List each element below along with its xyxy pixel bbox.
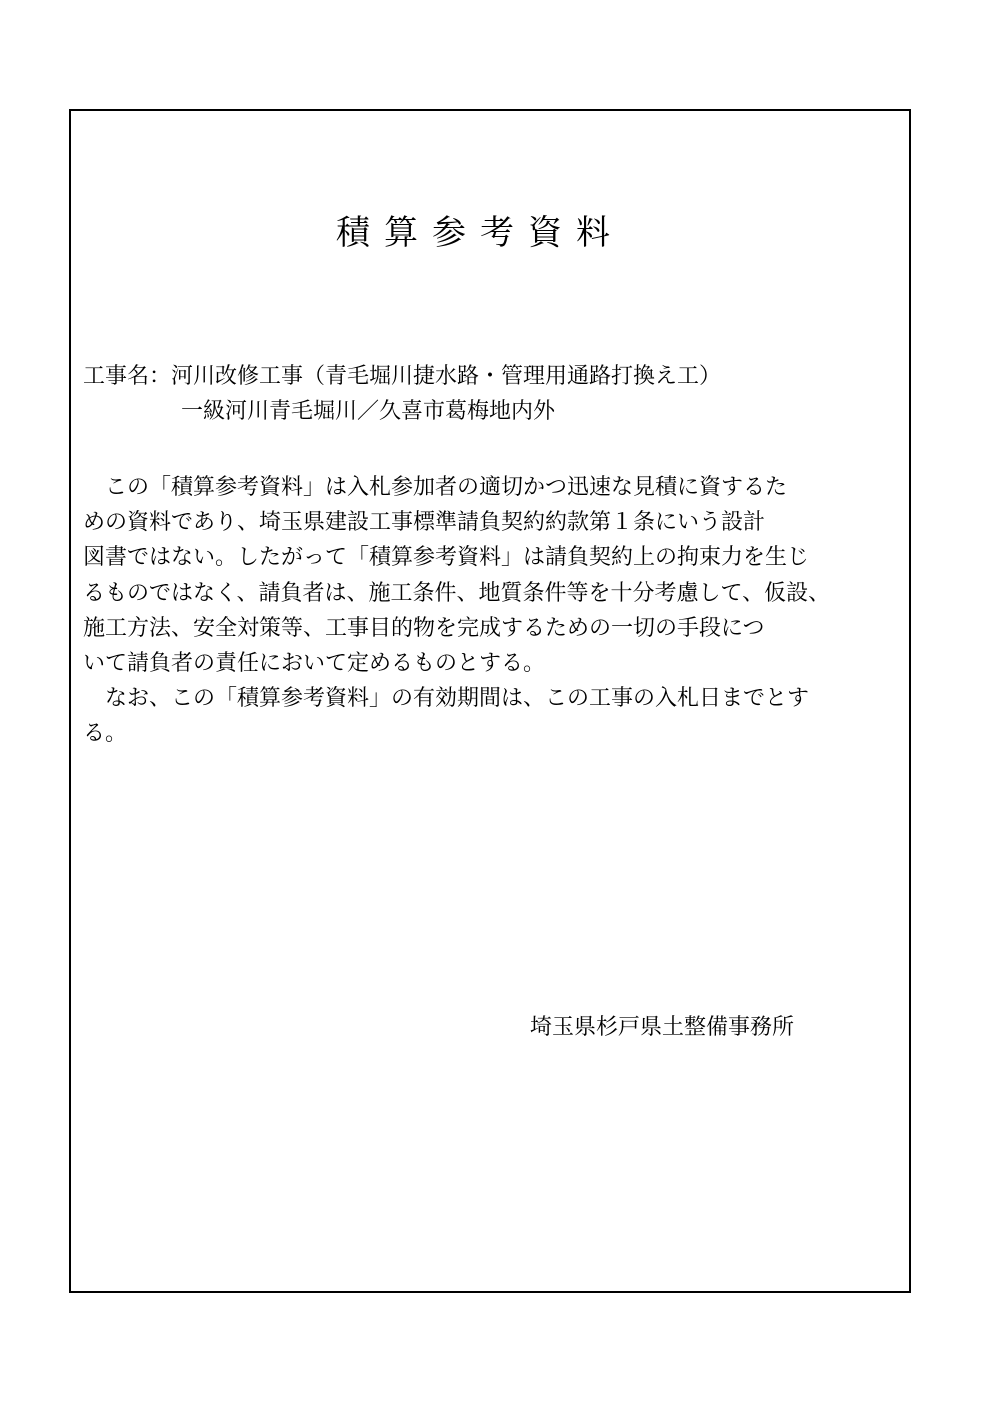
- disclaimer-paragraph: [83, 470, 913, 752]
- paragraph-line: いて請負者の責任において定めるものとする。: [83, 650, 546, 676]
- paragraph-line: なお、この「積算参考資料」の有効期間は、この工事の入札日までとす: [83, 686, 810, 712]
- paragraph-line: 施工方法、安全対策等、工事目的物を完成するための一切の手段につ: [83, 615, 765, 641]
- document-title: [0, 210, 1000, 256]
- paragraph-line: る。: [83, 721, 128, 747]
- paragraph-line: この「積算参考資料」は入札参加者の適切かつ迅速な見積に資するた: [83, 475, 788, 500]
- project-location-line: 一級河川青毛堀川／久喜市葛梅地内外: [181, 399, 556, 424]
- paragraph-line: るものではなく、請負者は、施工条件、地質条件等を十分考慮して、仮設、: [83, 580, 831, 606]
- issuing-office: 埼玉県杉戸県土整備事務所: [530, 1015, 795, 1040]
- paragraph-line: めの資料であり、埼玉県建設工事標準請負契約約款第１条にいう設計: [83, 510, 766, 536]
- paragraph-line: 図書ではない。したがって「積算参考資料」は請負契約上の拘束力を生じ: [83, 545, 810, 571]
- project-name-line: 工事名：河川改修工事（青毛堀川捷水路・管理用通路打換え工）: [83, 364, 722, 389]
- document-title-text: 積算参考資料: [336, 213, 624, 253]
